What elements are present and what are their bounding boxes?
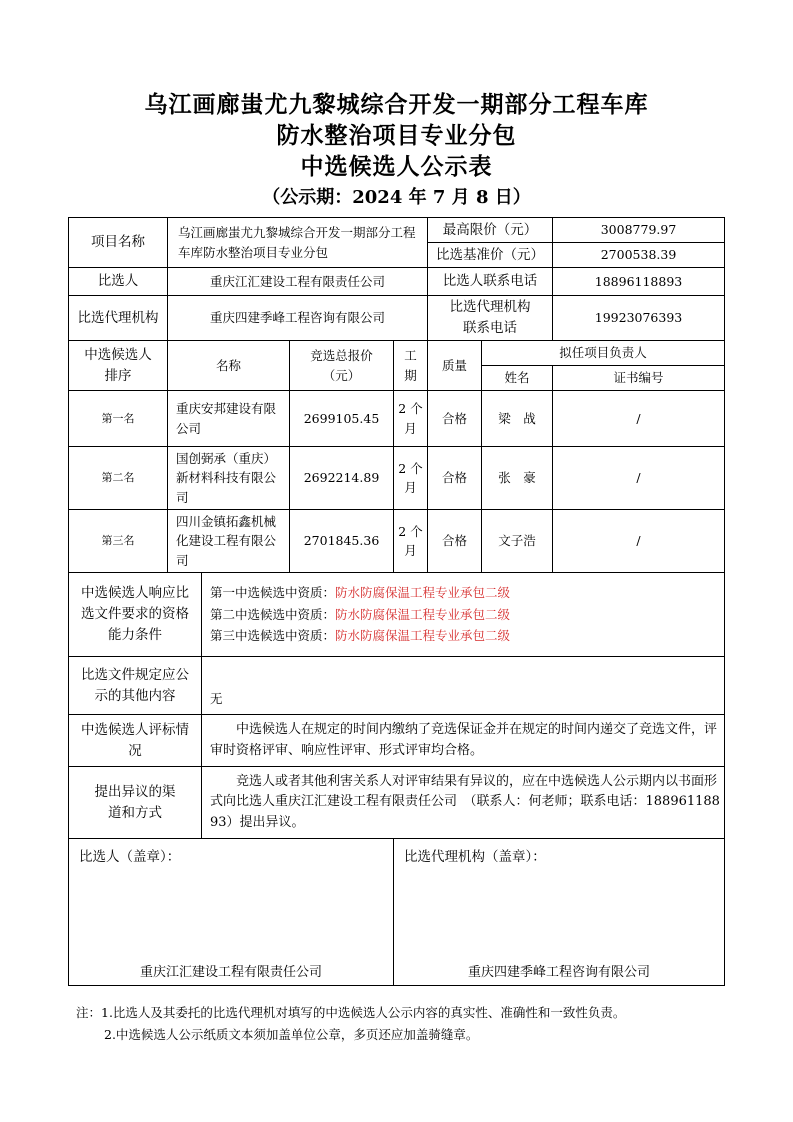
candidate-period: 2 个月 — [394, 391, 428, 447]
candidate-quality: 合格 — [428, 447, 482, 510]
selector-seal-label: 比选人（盖章）： — [79, 849, 181, 865]
agency-value: 重庆四建季峰工程咨询有限公司 — [168, 296, 428, 341]
qualification-item: 第三中选候选中资质：防水防腐保温工程专业承包二级 — [210, 628, 511, 644]
qualifications-label: 中选候选人响应比选文件要求的资格能力条件 — [69, 573, 202, 657]
candidate-rank: 第三名 — [69, 510, 168, 573]
candidate-name: 国创弼承（重庆）新材料科技有限公司 — [168, 447, 290, 510]
agency-phone-value: 19923076393 — [553, 296, 725, 341]
selector-phone-label: 比选人联系电话 — [428, 268, 553, 296]
base-price-label: 比选基准价（元） — [428, 243, 553, 268]
evaluation-text: 中选候选人在规定的时间内缴纳了竞选保证金并在规定的时间内递交了竞选文件，评审时资格评审、响应性评审、形式评审均合格。 — [202, 715, 725, 767]
candidate-rank: 第二名 — [69, 447, 168, 510]
candidate-name: 四川金镇拓鑫机械化建设工程有限公司 — [168, 510, 290, 573]
publicity-date: （公示期：2024 年 7 月 8 日） — [262, 187, 531, 208]
other-content-value: 无 — [202, 657, 725, 715]
candidate-manager: 文子浩 — [482, 510, 553, 573]
objection-label: 提出异议的渠道和方式 — [69, 767, 202, 839]
project-name-label: 项目名称 — [69, 218, 168, 268]
agency-seal-area — [394, 839, 725, 986]
certificate-header: 证书编号 — [553, 366, 725, 391]
candidate-period: 2 个月 — [394, 510, 428, 573]
agency-seal-label: 比选代理机构（盖章）： — [404, 849, 546, 865]
candidate-certificate: / — [553, 391, 725, 447]
manager-header: 拟任项目负责人 — [482, 341, 725, 366]
footnote-1: 注：1.比选人及其委托的比选代理机对填写的中选候选人公示内容的真实性、准确性和一致性负责。 — [76, 1005, 626, 1020]
objection-text: 竞选人或者其他利害关系人对评审结果有异议的，应在中选候选人公示期内以书面形式向比选人重庆江汇建设工程有限责任公司 （联系人：何老师；联系电话：18896118893）提出异议。 — [202, 767, 725, 839]
table-row — [69, 391, 725, 447]
candidate-price: 2699105.45 — [290, 391, 394, 447]
max-price-label: 最高限价（元） — [428, 218, 553, 243]
evaluation-label: 中选候选人评标情况 — [69, 715, 202, 767]
period-header: 工期 — [394, 341, 428, 391]
selector-seal-name: 重庆江汇建设工程有限责任公司 — [139, 964, 322, 980]
candidate-quality: 合格 — [428, 510, 482, 573]
agency-label: 比选代理机构 — [69, 296, 168, 341]
selector-label: 比选人 — [69, 268, 168, 296]
selector-phone-value: 18896118893 — [553, 268, 725, 296]
footnotes — [76, 1002, 625, 1046]
manager-name-header: 姓名 — [482, 366, 553, 391]
candidate-name: 重庆安邦建设有限公司 — [168, 391, 290, 447]
qualification-item: 第二中选候选中资质：防水防腐保温工程专业承包二级 — [210, 606, 511, 622]
table-row — [69, 510, 725, 573]
rank-header: 中选候选人排序 — [69, 341, 168, 391]
candidate-manager: 梁 战 — [482, 391, 553, 447]
selector-seal-area — [69, 839, 394, 986]
name-header: 名称 — [168, 341, 290, 391]
title-line-3: 中选候选人公示表 — [300, 153, 493, 180]
qualification-item: 第一中选候选中资质：防水防腐保温工程专业承包二级 — [210, 584, 511, 600]
price-header: 竞选总报价（元） — [290, 341, 394, 391]
quality-header: 质量 — [428, 341, 482, 391]
title-line-1: 乌江画廊蚩尤九黎城综合开发一期部分工程车库 — [144, 91, 649, 118]
candidate-certificate: / — [553, 510, 725, 573]
candidate-table — [68, 217, 725, 986]
qualifications-list — [202, 573, 725, 657]
candidate-period: 2 个月 — [394, 447, 428, 510]
base-price-value: 2700538.39 — [553, 243, 725, 268]
table-row — [69, 447, 725, 510]
max-price-value: 3008779.97 — [553, 218, 725, 243]
project-name-value: 乌江画廊蚩尤九黎城综合开发一期部分工程车库防水整治项目专业分包 — [168, 218, 428, 268]
title-line-2: 防水整治项目专业分包 — [276, 122, 517, 149]
candidate-rank: 第一名 — [69, 391, 168, 447]
candidate-manager: 张 豪 — [482, 447, 553, 510]
footnote-2: 2.中选候选人公示纸质文本须加盖单位公章，多页还应加盖骑缝章。 — [104, 1027, 479, 1042]
selector-value: 重庆江汇建设工程有限责任公司 — [168, 268, 428, 296]
candidate-price: 2701845.36 — [290, 510, 394, 573]
agency-seal-name: 重庆四建季峰工程咨询有限公司 — [468, 964, 651, 980]
candidate-price: 2692214.89 — [290, 447, 394, 510]
agency-phone-label: 比选代理机构联系电话 — [428, 296, 553, 341]
candidate-quality: 合格 — [428, 391, 482, 447]
other-content-label: 比选文件规定应公示的其他内容 — [69, 657, 202, 715]
candidate-certificate: / — [553, 447, 725, 510]
